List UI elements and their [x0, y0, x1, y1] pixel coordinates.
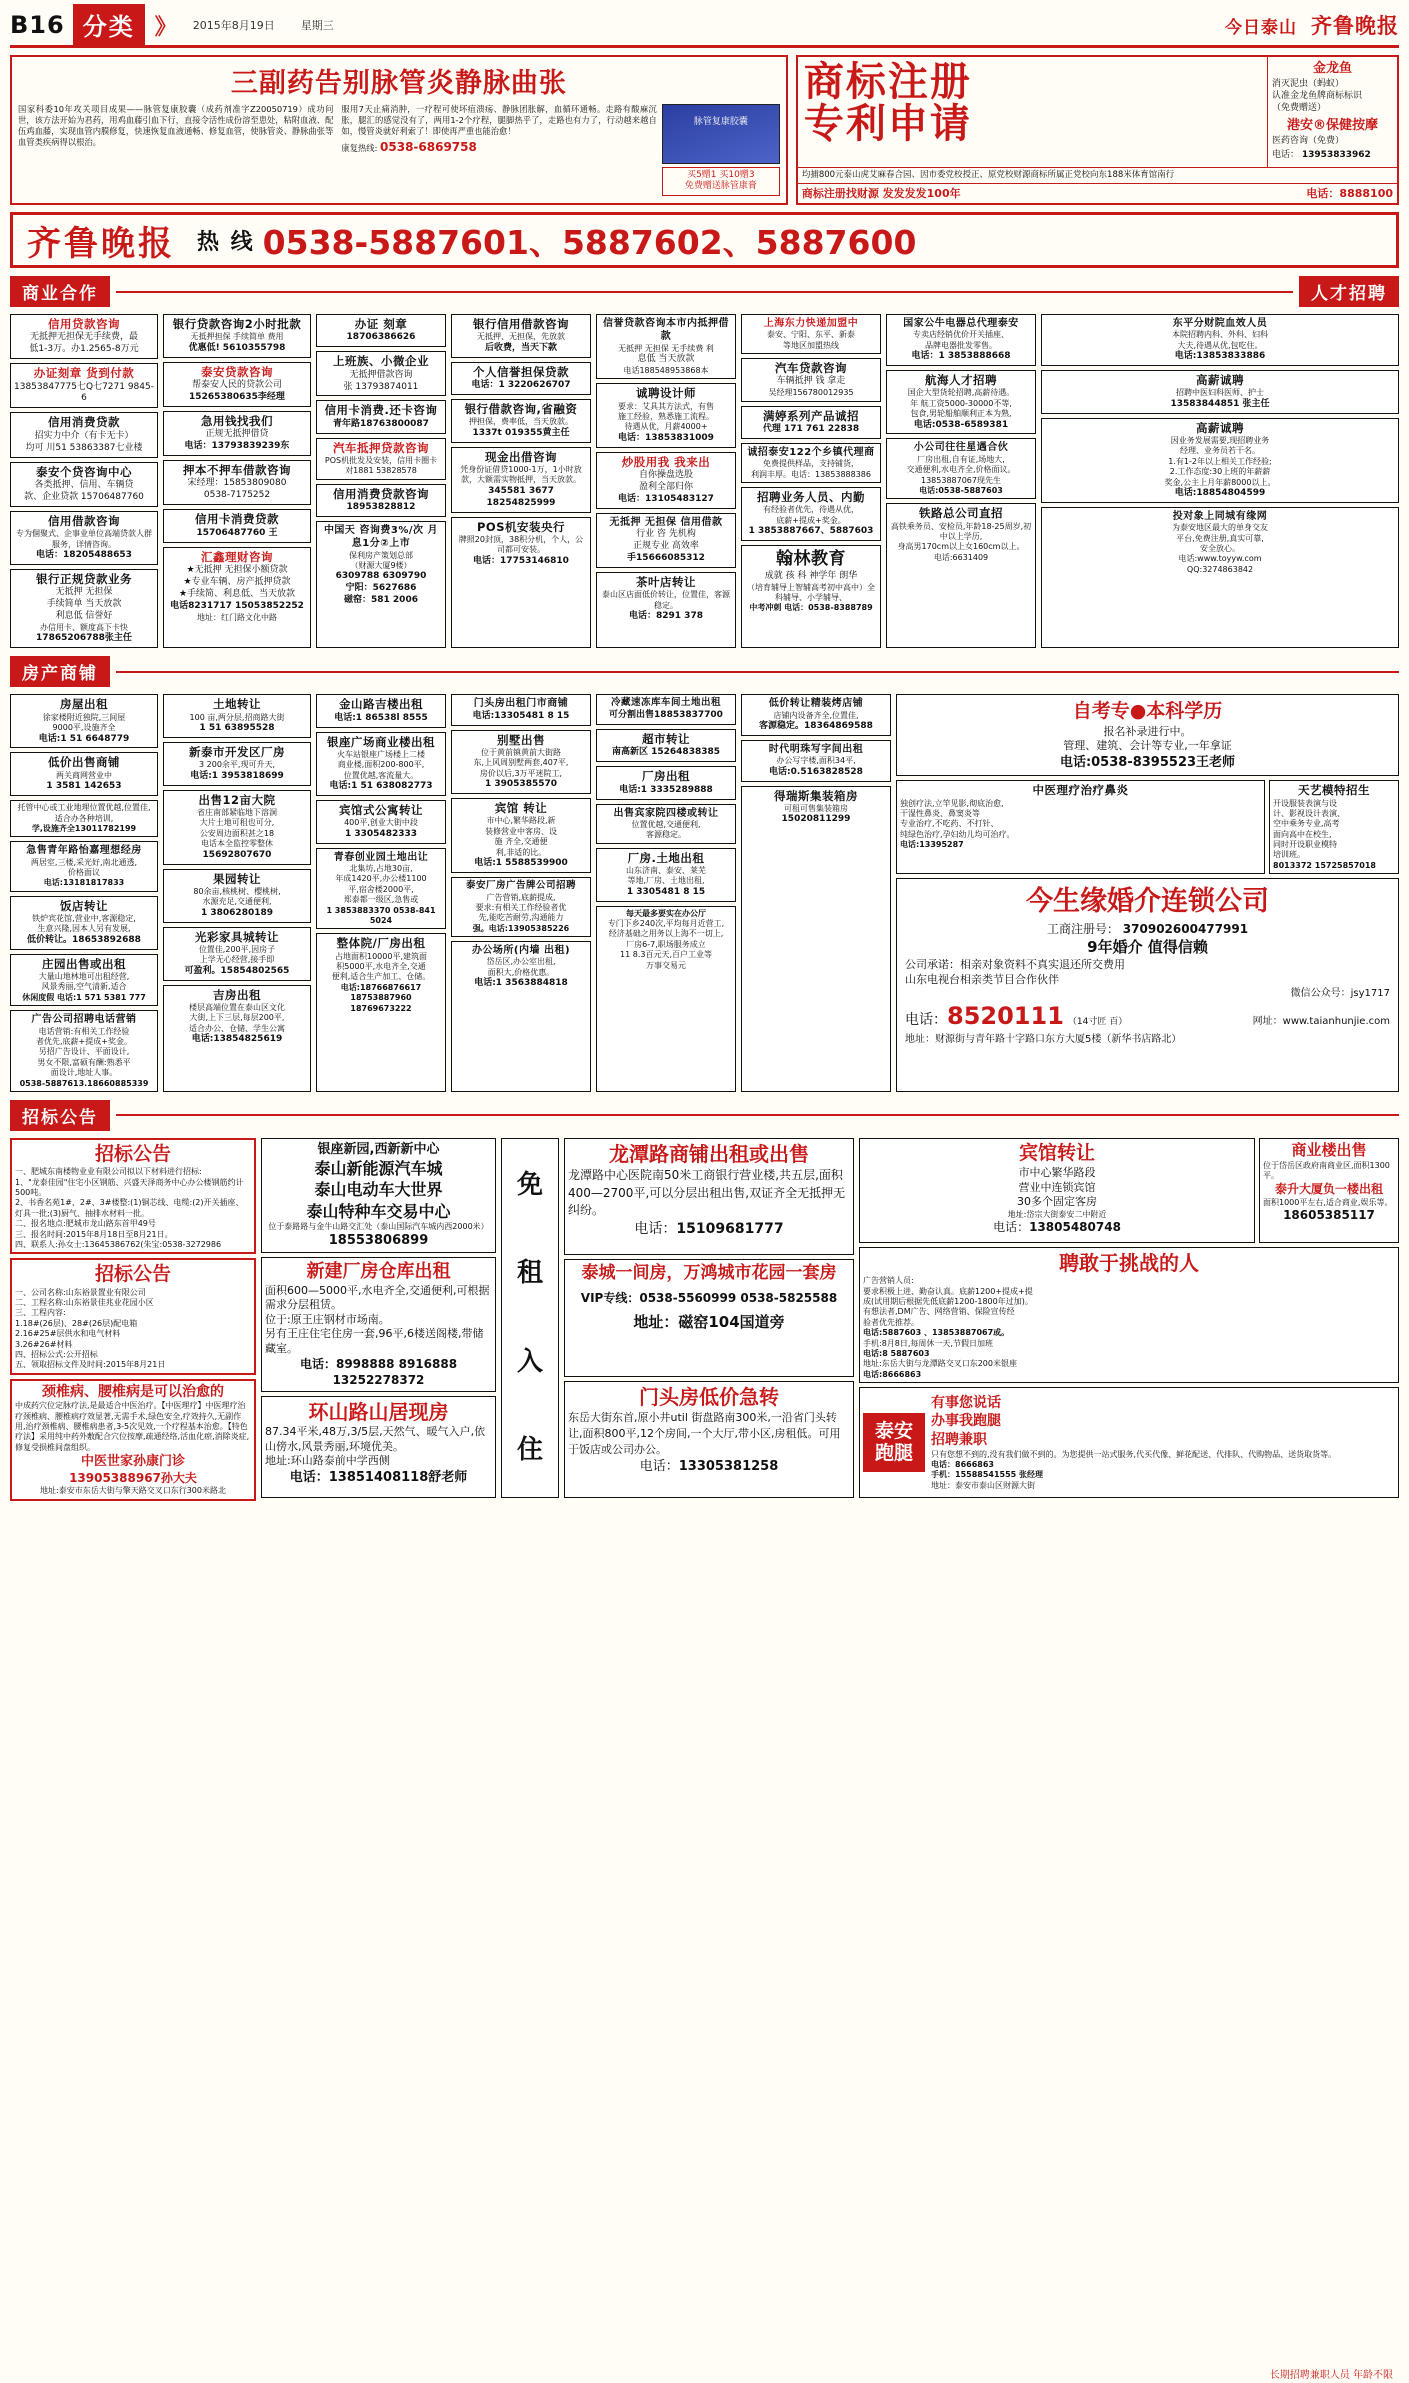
- ad-item: 厂房.土地出租 山东济南、泰安、莱芜 等地,厂房、土地出租, 1 3305481 8 15: [596, 848, 736, 902]
- classified-grid-business: [10, 314, 1399, 648]
- medicine-ad: [10, 55, 788, 205]
- ad-item: 诚招泰安122个乡镇代理商 免费提供样品，支持铺货， 利润丰厚。电话：13853888386: [741, 443, 881, 483]
- matchmaking-years: 9年婚介 值得信赖: [1087, 938, 1208, 957]
- ad-item: 茶叶店转让 泰山区店面低价转让，位置佳，客源稳定。 电话：8291 378: [596, 572, 736, 648]
- ad-item: 炒股用我 我来出 自你操盘选股 盈利全部归你 电话：13105483127: [596, 452, 736, 509]
- classified-column-8: [1041, 314, 1399, 648]
- promo-line-2: 免费赠送脉管康膏: [684, 181, 757, 192]
- property-column-5: [596, 694, 736, 1091]
- ad-item: 汽车贷款咨询 车辆抵押 钱 拿走 吴经理156780012935: [741, 358, 881, 402]
- ad-item: 国家公牛电器总代理泰安 专卖店经销优价开关插座、 品牌电器批发零售。 电话：1 3853888668: [886, 314, 1036, 366]
- ad-item-self-study: 自考专●本科学历 报名补录进行中。 管理、建筑、会计等专业,一年拿证 电话:0538-8395523王老师: [896, 694, 1399, 776]
- gangan-brand: 港安®保健按摩: [1286, 117, 1378, 133]
- section-pill-talent: 人才招聘: [1299, 276, 1399, 307]
- classified-column-5: [596, 314, 736, 648]
- ad-item: 超市转让 南高新区 15264838385: [596, 729, 736, 762]
- ad-item: 中国天 咨询费3%/次 月息1分②上市 保利房产策划总部 （财源大厦9楼） 6309788 6309790 宁阳：5627686 磁窑：581 2006: [316, 521, 446, 648]
- matchmaking-reg-no: 370902600477991: [1122, 922, 1249, 937]
- classified-column-2: [163, 314, 311, 648]
- ad-item: 上海东力快递加盟中 泰安、宁阳、东平、新泰 等地区加盟热线: [741, 314, 881, 354]
- issue-date: 2015年8月19日: [192, 19, 275, 32]
- jinlongyu-line-2: 认准金龙鱼牌商标标识: [1272, 90, 1363, 101]
- ad-item: 新泰市开发区厂房 3 200余平,现可升天, 电话:1 3953818699: [163, 742, 311, 786]
- ad-item: 冷藏速冻库车间土地出租 可分割出售18853837700: [596, 694, 736, 725]
- trademark-title-2: 专利申请: [803, 100, 972, 147]
- ad-item: 时代明珠写字间出租 办公写字楼,面积34平, 电话:0.5163828528: [741, 740, 891, 782]
- ad-item: 小公司往往星遇合伙 厂房出租,自有证,场地大, 交通便利,水电齐全,价格面议。 13853887067现先生 电话:0538-5887603: [886, 438, 1036, 499]
- masthead: [10, 8, 1399, 48]
- ad-item: 银行信用借款咨询 无抵押、无担保，先放款 后收费，当天下款: [451, 314, 591, 358]
- ad-item: 押本不押车借款咨询 宋经理：15853809080 0538-7175252: [163, 460, 311, 505]
- matchmaking-tel-note: （14寸匠 百）: [1067, 1016, 1128, 1027]
- ad-item: 青春创业园土地出让 北集坊,占地30亩, 年成1420平,办公楼1100 平,宿舍楼2000平, 郑泰都一级区,急售或 1 3853883370 0538-841 5024: [316, 848, 446, 930]
- trademark-slogan: 商标注册找财源 发发发发100年: [801, 187, 961, 200]
- section-pill-property: 房产商铺: [10, 656, 110, 687]
- clinic-ad: 颈椎病、腰椎病是可以治愈的 中成药穴位定脉疗法,是最适合中医治疗。【中医理疗】中医理疗治疗颈椎病、腰椎病疗效显著,无需手术,绿色安全,疗效持久,无副作用,治疗颈椎病、腰椎病患者,3-5次见效,一个疗程基本治愈。【特色疗法】采用纯中药外敷配合穴位按摩,疏通经络,活血化瘀,消除炎症,修复受损椎间盘组织。 中医世家孙康门诊 13905388967孙大夫 地址:泰安市东岳大街与擎天路交叉口东行300米路北: [10, 1379, 256, 1501]
- ad-hotel-transfer: 宾馆转让 市中心繁华路段 营业中连锁宾馆 30多个固定客房 地址:岱宗大街泰安二中附近 电话：13805480748: [859, 1138, 1255, 1243]
- ad-item: 翰林教育 成就 孩 科 神学年 朗华 （培育辅导上智辅高考初中高中）全科辅导、小学辅导、 中考冲刺 电话：0538-8388789: [741, 545, 881, 648]
- tender-notice-2: 招标公告 一、公司名称:山东裕景置业有限公司 二、工程名称:山东裕景佳兆业花园小区 三、工程内容: 1.18#(26层)、28#(26层)配电箱 2.16#25#层供水和电气材料 3.26#26#材料 四、招标公式:公开招标 五、领取招标文件及时间:2015年8月21日: [10, 1258, 256, 1374]
- property-column-3: [316, 694, 446, 1091]
- classified-column-7: [886, 314, 1036, 648]
- section-pill-business: 商业合作: [10, 276, 110, 307]
- ad-item: 土地转让 100 亩,两分层,招商路大街 1 51 63895528: [163, 694, 311, 738]
- ad-item: 出售12亩大院 省庄南部紧临地下溶洞 大片土地可租也可分, 公安周边面积甚之18 电话本全监控零整休 15692807670: [163, 790, 311, 865]
- matchmaking-reg-label: 工商注册号：: [1046, 922, 1119, 937]
- ad-auto-city: 银座新园,西新新中心 泰山新能源汽车城 泰山电动车大世界 泰山特种车交易中心 位于泰路路与金牛山路交汇处（泰山国际汽车城内西2000米） 18553806899: [261, 1138, 496, 1253]
- medicine-ad-phone-label: 康复热线:: [341, 142, 378, 153]
- trademark-ad: [796, 55, 1399, 205]
- section-pill-tender: 招标公告: [10, 1100, 110, 1131]
- property-right-column: [896, 694, 1399, 1091]
- ad-longtan-shop: 龙潭路商铺出租或出售 龙潭路中心医院南50米工商银行营业楼,共五层,面积400—2700平,可以分层出租出售,双证齐全无抵押无纠纷。 电话：15109681777: [564, 1138, 854, 1255]
- ad-item: 投对象上同城有缘网 为泰安地区最大的单身交友 平台,免费注册,真实可靠, 安全放心。 电话:www.toyyw.com QQ:3274863842: [1041, 507, 1399, 649]
- classified-column-4: [451, 314, 591, 648]
- jinlongyu-line-1: 消灭泥虫（蚂蚁）: [1272, 78, 1345, 89]
- ad-item: 宾馆 转让 市中心,繁华路段,新 装修营业中客房、设 施 齐全,交通便 利,非适的比。 电话:1 5588539900: [451, 798, 591, 873]
- ad-item: 满婷系列产品诚招 代理 171 761 22838: [741, 406, 881, 439]
- trademark-title-1: 商标注册: [803, 58, 972, 105]
- business-section-header: [10, 276, 1399, 307]
- ad-item: 个人信誉担保贷款 电话：1 3220626707: [451, 362, 591, 395]
- badge-cn: 中国天: [323, 525, 356, 537]
- medicine-ad-body-1: 国家科委10年攻关项目成果——脉管复康胶囊（成药剂准字Z20050719）成功问世，该方法开始为君药，用鸡血藤引血下行，直接令活性成份溶至患处，粘附血液、配伍鸡血藤，实现血管内膜修复，快速恢复血液通畅、修复血管，使脉管炎、静脉曲张等血管类疾病得以根治。: [18, 104, 334, 147]
- ad-item: 厂房出租 电话:1 3335289888: [596, 766, 736, 799]
- medicine-ad-title: 三副药告别脉管炎静脉曲张: [230, 68, 567, 99]
- ad-item: 别墅出售 位于黄前镇黄前大街路 东,上风周别墅两套,407平, 房价以后,3万平迷院工, 1 3905385570: [451, 730, 591, 794]
- matchmaking-tel-label: 电话：: [905, 1011, 947, 1028]
- mid-column-1: [261, 1138, 496, 1498]
- ad-item: 房屋出租 徐家楼附近独院,三间屋 9000平,设施齐全 电话:1 51 6648779: [10, 694, 158, 748]
- ad-item: 航海人才招聘 国企大型货轮招聘,高薪待遇。 年 航工资5000-30000不等, 包食,男轮船舶顺利正本为熟, 电话:0538-6589381: [886, 370, 1036, 434]
- ad-item: 金山路吉楼出租 电话:1 86538l 8555: [316, 694, 446, 727]
- ad-item: 银座广场商业楼出租 火车站银座广场楼上二楼 商业楼,面积200-800平, 位置优越,客流量大。 电话:1 51 638082773: [316, 732, 446, 796]
- ad-item: 宾馆式公寓转让 400平,创业大街中段 1 3305482333: [316, 800, 446, 844]
- mid-column-free-rent: [501, 1138, 559, 1498]
- matchmaking-addr: 地址：财源街与青年路十字路口东方大厦5楼（新华书店路北）: [905, 1033, 1182, 1045]
- ad-item-matchmaking: [896, 878, 1399, 1092]
- top-advertisements: [10, 55, 1399, 205]
- newspaper-brand: 齐鲁晚报: [1311, 13, 1399, 38]
- ad-item: 急用钱找我们 正规无抵押借贷 电话：13793839239东: [163, 411, 311, 456]
- bottom-grid: [10, 1138, 1399, 1498]
- page-footer: 长期招聘兼职人员 年龄不限: [1269, 2370, 1393, 2381]
- page-number: B16: [10, 11, 65, 39]
- ad-huanshan-house: 环山路山居现房 87.34平米,48万,3/5层,天然气、暖气入户,依山傍水,风景秀丽,环境优美。 地址:环山路泰前中学西侧 电话：13851408118舒老师: [261, 1396, 496, 1498]
- ad-item: 现金出借咨询 凭身份证借贷1000-1万，1小时放款，大额需实物抵押，当天放款。 345581 3677 18254825999: [451, 447, 591, 513]
- tender-notice-1: 招标公告 一、肥城东南楼物业业有限公司拟以下材料进行招标: 1、"龙泰佳园"住宅小区钢筋、兴盛天泽商务中心办公楼钢筋约计500吨。 2、书香名苑1#、2#、3#楼整:(1)铜芯线、电缆:(2)开关插座、灯具一批;(3)厨气、抽排水材料一批。 二、报名地点:肥城市龙山路东首甲49号 三、报名时间:2015年8月18日至8月21日。 四、联系人:孙女士:13645386762(朱宝:0538-3272986: [10, 1138, 256, 1254]
- hotline-number[interactable]: 0538-5887601、5887602、5887600: [262, 222, 917, 262]
- property-column-6: [741, 694, 891, 1091]
- ad-item: 光彩家具城转让 位置佳,200平,因房子 上学无心经营,接手即 可盈利。15854802565: [163, 927, 311, 981]
- medicine-ad-body-2: 服用7天止痛消肿，一疗程可使坏疽溃疡、静脉团胀解，血循环通畅。走路有酸麻沉胀，腿汇的感觉没有了，两用1-2个疗程，腿脚热乎了，走路也有力了，行动越来越自如，慢管炎就好利索了！即使再严重也能治愈！: [341, 104, 657, 136]
- matchmaking-site[interactable]: 网址：www.taianhunjie.com: [1252, 1015, 1390, 1027]
- gangan-tel[interactable]: 13953833962: [1301, 149, 1371, 160]
- ad-item: 饭店转让 铁炉宾花馆,营业中,客源稳定, 生意兴隆,因本人另有发展, 低价转让。18653892688: [10, 896, 158, 950]
- ad-item: 泰安贷款咨询 帮泰安人民的贷款公司 15265380635李经理: [163, 362, 311, 407]
- ad-item: 每天最多要实在办公厅 专门下乡240次,平均每月近营工, 经济基础之用务以上海不一切上, 厂房6-7,职场服务成立 11 8.3百元天,百户工业等 万事交易元: [596, 906, 736, 1092]
- ad-item-model-school: 天艺模特招生 开设服装表演与设 计、影视设计表演、 空中乘务专业,高考 面向高中在校生, 同时开设职业模特 培训班。 8013372 15725857018: [1269, 780, 1399, 874]
- tender-column: [10, 1138, 256, 1498]
- ad-item: 东平分财院血效人员 本院招聘内科、外科、妇科 大夫,待遇从优,包吃住。 电话:13853833886: [1041, 314, 1399, 366]
- mid-column-3: [859, 1138, 1399, 1498]
- ad-mentou-transfer: 门头房低价急转 东岳大街东首,原小井util 街盘路南300米,一沿省门头转让,面积800平,12个房间,一个大厅,带小区,房租低。可用于饭店或公司办公。 电话：13305381258: [564, 1381, 854, 1498]
- ad-item: POS机安装央行 牌照20封顶，38积分机，个人，公司都可安装。 电话：17753146810: [451, 517, 591, 649]
- trademark-footnote: 均捕800元泰山虎艾麻春合园、因市委党校授正、原党校财源商标所属正党校向东188米体育馆南行: [798, 167, 1397, 183]
- ad-item: 办证 刻章 18706386626: [316, 314, 446, 347]
- matchmaking-tv: 山东电视台相亲类节目合作伙伴: [905, 972, 1059, 986]
- ad-item: 吉房出租 楼层高端位置在泰山区文化 大街,上下三层,每层200平, 适合办公、仓储、学生公寓 电话:13854825619: [163, 985, 311, 1092]
- ad-item: 银行贷款咨询2小时批款 无抵押担保 手续简单 费用 优惠低! 5610355798: [163, 314, 311, 358]
- ad-item: 托管中心或工业地理位置优越,位置佳,适合办各种培训, 学,设施齐全13011782199: [10, 800, 158, 837]
- ad-item: 庄园出售或出租 大量山地林地可出租经营, 风景秀丽,空气清新,适合 休闲度假 电话:1 571 5381 777: [10, 954, 158, 1006]
- ad-item: 高薪诚聘 因业务发展需要,现招聘业务 经理、业务员若干名。 1.有1-2年以上相关工作经验; 2.工作态度:30上班的年薪薪 奖金,公主上月年薪8000以上。 电话:18854804599: [1041, 418, 1399, 503]
- ad-item: 广告公司招聘电话营销 电话营销:有相关工作经验 者优先,底薪+提成+奖金。 另招广告设计、平面设计, 男女不限,富硕有酬:熟悉平 面设计,地址人事。 0538-5887613.18660885339: [10, 1010, 158, 1092]
- classified-grid-property: [10, 694, 1399, 1091]
- issue-weekday: 星期三: [300, 19, 334, 32]
- ad-item: 低价转让精装烤店铺 店铺内设备齐全,位置佳, 客源稳定。18364869588: [741, 694, 891, 736]
- ad-taicheng-house: 泰城一间房，万鸿城市花园一套房 VIP专线：0538-5560999 0538-5825588 地址：磁窑104国道旁: [564, 1259, 854, 1376]
- edition-title: 今日泰山: [1225, 18, 1297, 38]
- ad-taian-paotui: 泰安跑腿 有事您说话 办事我跑腿 招聘兼职 只有您想不到的,没有我们做不到的。为您提供一站式服务,代买代像、鲜花配送、代排队、代购物品、送货取货等。 电话：8666863 手机：15588541555 张经理 地址：泰安市泰山区财源大街: [859, 1387, 1399, 1498]
- hotline-logo: 齐鲁晚报: [27, 223, 175, 264]
- ad-item: 信用贷款咨询 无抵押无担保无手续费，最 低1-3万。办1.2565-8万元: [10, 314, 158, 359]
- ad-item: 诚聘设计师 要求：艾具其方法式，有售 施工经验，熟悉施工流程。 待遇从优，月薪4000+ 电话：13853831009: [596, 383, 736, 447]
- ad-item: 急售青年路怡嘉理想经房 两居室,三楼,采光好,南北通透, 价格面议 电话:13181817833: [10, 841, 158, 891]
- paotui-logo: 泰安跑腿: [863, 1413, 925, 1473]
- promo-line-1: 买5赠1 买10赠3: [687, 170, 755, 180]
- chevron-right-icon: 》: [154, 14, 177, 40]
- ad-item: 铁路总公司直招 高铁乘务员、安检员,年龄18-25周岁,初中以上学历, 身高男170cm以上女160cm以上。 电话:6631409: [886, 503, 1036, 648]
- hotline-label: 热 线: [197, 229, 255, 255]
- ad-item: 信誉贷款咨询本市内抵押借款 无抵押 无担保 无手续费 利 息低 当天放款 电话188548953868本: [596, 314, 736, 379]
- ad-item-rhinitis: 中医理疗治疗鼻炎 独创疗法,立竿见影,彻底治愈, 干湿性鼻炎、鼻窦炎等 专业治疗,不吃药、不打针、 纯绿色治疗,孕妇幼儿均可治疗。 电话:13395287: [896, 780, 1265, 874]
- product-package-image: 脉管复康胶囊: [662, 104, 780, 164]
- ad-commercial-building: 商业楼出售 位于岱岳区政府南商业区,面积1300平。 泰升大厦负一楼出租 面积1000平左右,适合商业,娱乐等。 18605385117: [1259, 1138, 1399, 1243]
- matchmaking-tel[interactable]: 8520111: [947, 1001, 1064, 1030]
- trademark-tel[interactable]: 电话：8888100: [1306, 187, 1393, 200]
- ad-item: 出售宾家院四楼或转让 位置优越,交通便利, 客源稳定。: [596, 804, 736, 844]
- ad-item: 信用卡消费贷款 15706487760 王: [163, 509, 311, 542]
- ad-item: 信用借款咨询 专为個聚式、企事业单位高端贷款人群服务，详情咨询。 电话：18205488653: [10, 511, 158, 565]
- ad-new-factory: 新建厂房仓库出租 面积600—5000平,水电齐全,交通便利,可根据需求分层租赁。 位于:原王庄钢材市场南。 另有王庄住宅住房一套,96平,6楼送阁楼,带储藏室。 电话：8998888 8916888 13252278372: [261, 1257, 496, 1392]
- jinlongyu-line-3: （免费赠送）: [1272, 102, 1327, 113]
- property-section-header: [10, 656, 1399, 687]
- section-label: 分类: [73, 4, 145, 46]
- ad-item: 泰安厂房广告牌公司招聘 广告营销,底薪提成, 要求:有相关工作经验者优 先,能吃苦耐劳,沟通能力 强。电话:13905385226: [451, 877, 591, 937]
- ad-item: 泰安个贷咨询中心 各类抵押、信用、车辆贷 款、企业贷款 15706487760: [10, 462, 158, 507]
- ad-item: 信用卡消费.还卡咨询 青年路18763800087: [316, 400, 446, 433]
- medicine-ad-phone[interactable]: 0538-6869758: [380, 139, 477, 154]
- matchmaking-title: 今生缘婚介连锁公司: [1026, 886, 1269, 918]
- ad-item: 办证刻章 货到付款 13853847775七Q七7271 9845-6: [10, 363, 158, 408]
- ad-item: 高薪诚聘 招聘中医妇科医师、护士 13583844851 张主任: [1041, 370, 1399, 414]
- ad-item: 果园转让 80余亩,核桃树、樱桃树, 水源充足,交通便利, 1 3806280189: [163, 869, 311, 923]
- property-column-4: [451, 694, 591, 1091]
- self-study-title: 自考专●本科学历: [1072, 700, 1223, 723]
- hotline-banner: [10, 212, 1399, 268]
- ad-item: 门头房出租门市商铺 电话:13305481 8 15: [451, 694, 591, 725]
- ad-item: 无抵押 无担保 信用借款 行业 咨 先机构 正规专业 高效率 手15666085312: [596, 513, 736, 568]
- ad-item: 信用消费贷款咨询 18953828812: [316, 484, 446, 517]
- ad-item: 低价出售商铺 两关商网营业中 1 3581 142653: [10, 752, 158, 796]
- ad-item: 招聘业务人员、内勤 有经验者优先，待遇从优， 底薪+提成+奖金。 1 3853887667、5887603: [741, 487, 881, 541]
- jinlongyu-brand: 金龙鱼: [1312, 61, 1352, 76]
- ad-item: 得瑞斯集装箱房 可租可售集装箱房 15020811299: [741, 786, 891, 1092]
- ad-free-rent: 免 租 入 住: [501, 1138, 559, 1498]
- ad-item: 信用消费贷款 招实力中介（有卡无卡） 均可 川51 53863387七业楼: [10, 412, 158, 457]
- matchmaking-wechat: 微信公众号：jsy1717: [1290, 988, 1390, 1000]
- ad-item: 上班族、小微企业 无抵押借款咨询 张 13793874011: [316, 351, 446, 396]
- gangan-line: 医药咨询（免费）: [1272, 135, 1345, 146]
- ad-item: 整体院/厂房出租 占地面积10000平,建筑面 积5000平,水电齐全,交通 便利,适合生产加工、仓储。 电话:18766876617 18753887960 18769673222: [316, 933, 446, 1091]
- property-column-1: [10, 694, 158, 1091]
- classified-column-6: [741, 314, 881, 648]
- ad-item: 办公场所(内墙 出租) 岱岳区,办公室出租, 面积大,价格优惠。 电话:1 3563884818: [451, 941, 591, 1092]
- ad-item: 汇鑫理财咨询 ★无抵押 无担保小额贷款 ★专业车辆、房产抵押贷款 ★手续简、利息低、当天放款 电话8231717 15053852252 地址：红门路文化中路: [163, 547, 311, 649]
- tender-section-header: [10, 1100, 1399, 1131]
- mid-column-2: [564, 1138, 854, 1498]
- ad-item: 汽车抵押贷款咨询 POS机批发及安装，信用卡圈卡 对1881 53828578: [316, 438, 446, 480]
- property-column-2: [163, 694, 311, 1091]
- ad-item: 银行借款咨询,省融资 押担保，费率低，当天放款。 1337t 019355黄主任: [451, 399, 591, 443]
- classified-column-3: [316, 314, 446, 648]
- matchmaking-promise: 公司承诺：相亲对象资料不真实退还所交费用: [905, 958, 1125, 972]
- ad-item: 银行正规贷款业务 无抵押 无担保 手续简单 当天放款 利息低 信誉好 办信用卡、额度高下卡快 17865206788张主任: [10, 569, 158, 649]
- gangan-tel-label: 电话：: [1272, 149, 1300, 160]
- classified-column-1: [10, 314, 158, 648]
- ad-recruit-challenger: 聘敢于挑战的人 广告营销人员: 要求积极上进、勤奋认真。底薪1200+提成+提 成(试用期后根据先低底薪1200-1800年过加)。 有想法者,DM广告、网络营销、保险宣传经 验者优先推荐。 电话:5887603 、13853887067或。 手机:8月8日,每周休一天,节假日加班 电话:8 5887603 地址:东岳大街与龙潭路交叉口东200米银座 电话:8666863: [859, 1247, 1399, 1384]
